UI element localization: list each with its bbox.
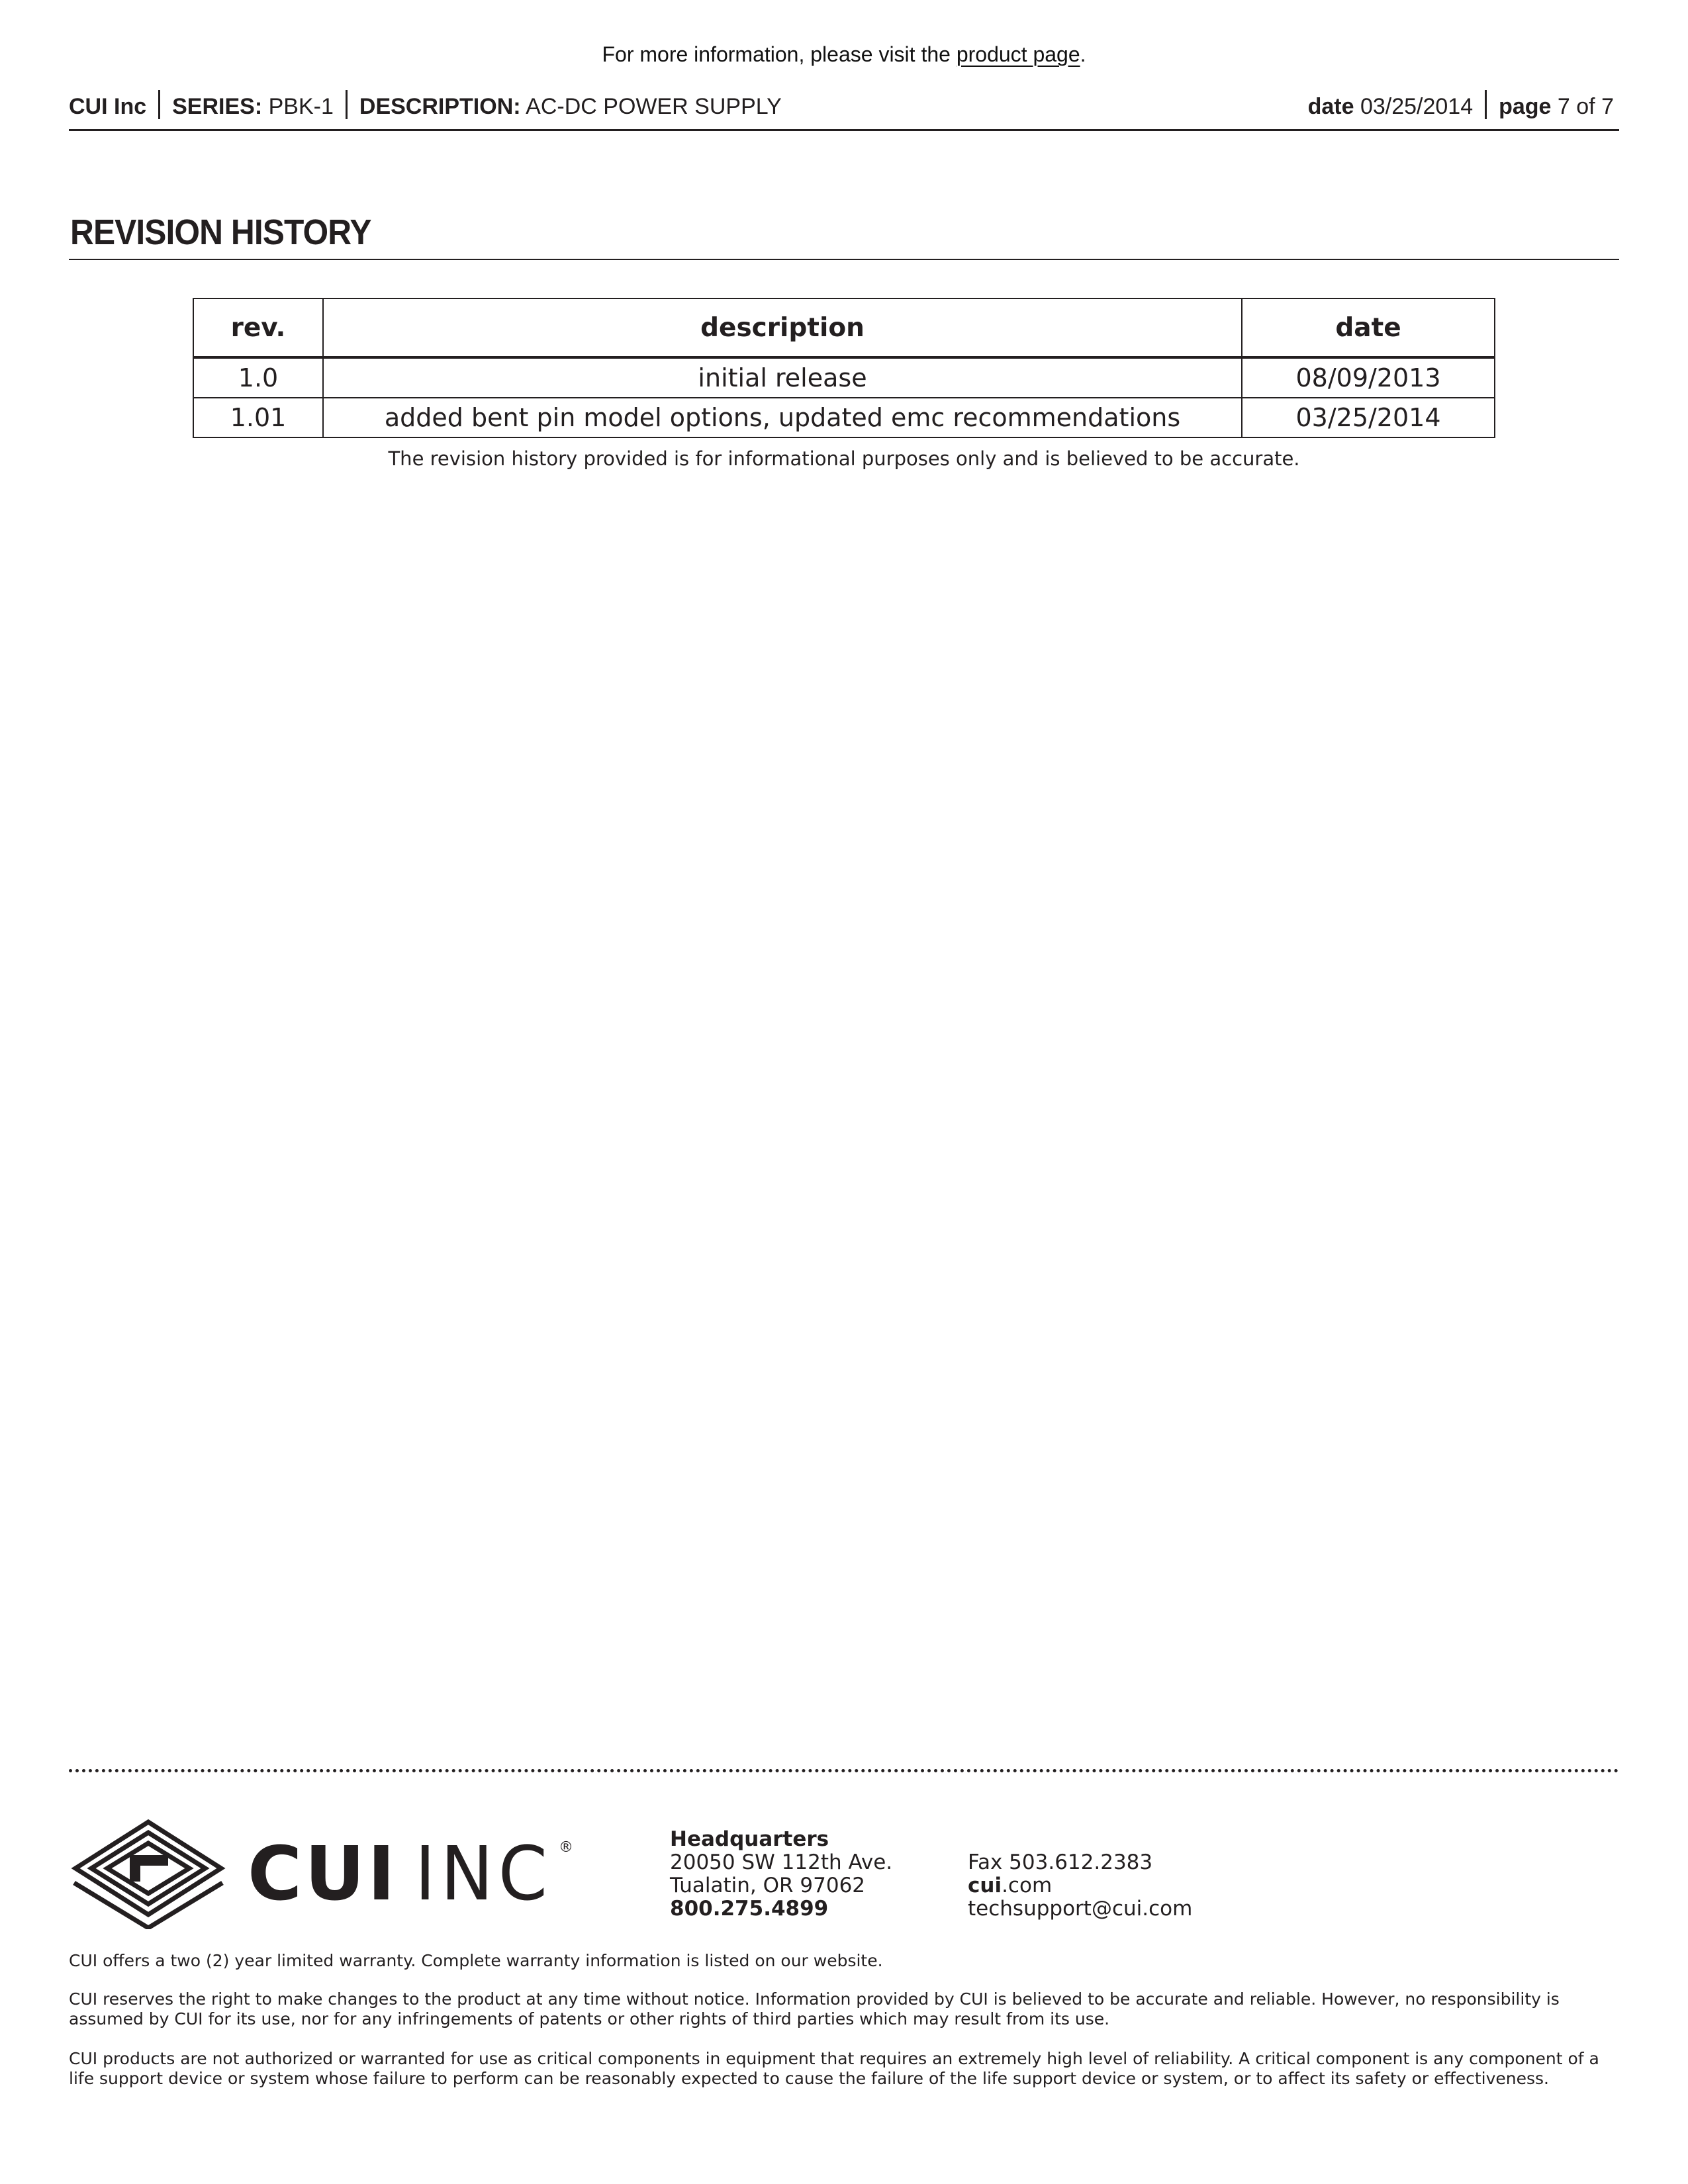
hq-phone: 800.275.4899 <box>670 1897 829 1921</box>
cui-stacked-layers-logo-icon <box>69 1817 228 1929</box>
table-row <box>193 357 1495 398</box>
legal-changes: CUI reserves the right to make changes to the product at any time without notice. Information provided by CUI is believed to be accurate and reliable. However, no responsibility is assumed by CUI for its use, nor for any infringements of patents or other rights of third parties which may result from its use. <box>69 1989 1560 2028</box>
header-description-label: DESCRIPTION: <box>359 94 521 119</box>
website-bold: cui <box>968 1874 1002 1897</box>
header-series-value: PBK-1 <box>268 94 334 119</box>
header-divider <box>1485 90 1487 119</box>
table-note: The revision history provided is for informational purposes only and is believed to be accurate. <box>388 447 1300 470</box>
cell-date: 08/09/2013 <box>1242 357 1495 398</box>
header-date-label: date <box>1307 94 1354 119</box>
header-description-value: AC-DC POWER SUPPLY <box>526 94 782 119</box>
header-left <box>69 90 782 120</box>
top-info-prefix: For more information, please visit the <box>602 42 957 66</box>
hq-title: Headquarters <box>670 1827 829 1851</box>
hq-city: Tualatin, OR 97062 <box>670 1874 866 1897</box>
revision-history-table <box>193 298 1495 438</box>
headquarters-address <box>670 1828 892 1921</box>
column-header-description: description <box>323 298 1242 357</box>
header-series-label: SERIES: <box>172 94 263 119</box>
top-info-line <box>0 42 1688 67</box>
registered-mark: ® <box>559 1839 573 1856</box>
cui-logo <box>69 1817 585 1929</box>
contact-website[interactable] <box>968 1874 1192 1897</box>
header-page-value: 7 of 7 <box>1557 94 1614 119</box>
contact-info <box>968 1851 1192 1921</box>
section-rule <box>69 259 1619 260</box>
hq-street: 20050 SW 112th Ave. <box>670 1850 893 1874</box>
header-divider <box>346 90 348 119</box>
legal-critical-components: CUI products are not authorized or warranted for use as critical components in equipment that requires an extremely high level of reliability. A critical component is any component of a life support device or system whose failure to perform can be reasonably expected to cause the failure of the life support device or system, or to affect its safety or effectiveness. <box>69 2049 1599 2088</box>
logo-wordmark <box>248 1831 556 1917</box>
header-divider <box>158 90 160 119</box>
document-header <box>69 87 1619 120</box>
table-header-row <box>193 298 1495 357</box>
column-header-date: date <box>1242 298 1495 357</box>
header-date-value: 03/25/2014 <box>1360 94 1474 119</box>
cell-date: 03/25/2014 <box>1242 398 1495 437</box>
section-title: REVISION HISTORY <box>70 212 371 252</box>
contact-fax: Fax 503.612.2383 <box>968 1850 1153 1874</box>
header-company: CUI Inc <box>69 94 147 119</box>
contact-email[interactable]: techsupport@cui.com <box>968 1897 1193 1921</box>
column-header-rev: rev. <box>193 298 323 357</box>
top-info-suffix: . <box>1080 42 1086 66</box>
legal-warranty: CUI offers a two (2) year limited warranty. Complete warranty information is listed on our website. <box>69 1951 883 1970</box>
logo-word-cui: CUI <box>248 1831 398 1917</box>
website-rest: .com <box>1002 1874 1053 1897</box>
table-row <box>193 398 1495 437</box>
product-page-link[interactable]: product page <box>956 42 1080 66</box>
header-rule <box>69 129 1619 131</box>
cell-description: added bent pin model options, updated emc recommendations <box>323 398 1242 437</box>
header-page-label: page <box>1499 94 1552 119</box>
cell-rev: 1.0 <box>193 357 323 398</box>
logo-word-inc: INC <box>414 1831 553 1917</box>
cell-description: initial release <box>323 357 1242 398</box>
footer-dotted-divider <box>69 1769 1619 1772</box>
cell-rev: 1.01 <box>193 398 323 437</box>
header-right <box>1308 90 1614 120</box>
